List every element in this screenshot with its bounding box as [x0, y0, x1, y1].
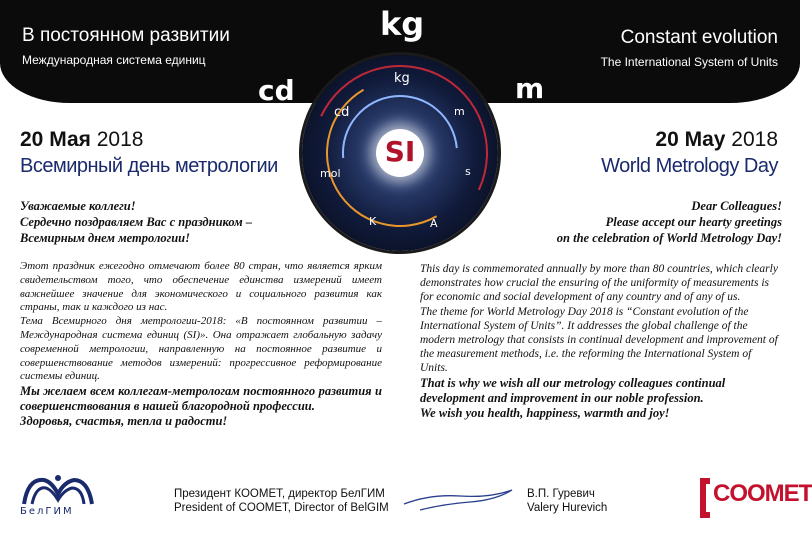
greeting-en-line: on the celebration of World Metrology Day! — [556, 231, 782, 245]
emblem-unit-s: s — [465, 165, 471, 178]
event-title-en: World Metrology Day — [601, 155, 778, 177]
si-label: SI — [384, 135, 416, 168]
body-ru-paragraph: Этот праздник ежегодно отмечают более 80 стран, что является ярким свидетельством того, что обеспечение единства измерений имеет важнейшее значение для экономического и социального развития как страны, так и каждого из нас. — [20, 260, 382, 314]
signature-icon — [400, 480, 520, 520]
date-ru-day: 20 Мая — [20, 128, 91, 151]
coomet-logo-text: COOMET — [713, 480, 812, 507]
body-text-en — [420, 262, 780, 421]
name-en: Valery Hurevich — [527, 502, 608, 514]
ru-title: В постоянном развитии — [22, 25, 230, 46]
body-ru-paragraph: Тема Всемирного дня метрологии-2018: «В постоянном развитии – Международная система единиц (SI)». Она отражает глобальную задачу современной метрологии, направленную на постоянное развитие и совершенствование методов измерений: прогрессивное реформирование системы единиц. — [20, 315, 382, 383]
body-text-ru — [20, 260, 382, 429]
position-ru: Президент КООМЕТ, директор БелГИМ — [174, 488, 385, 500]
date-ru — [20, 128, 143, 152]
position-en: President of COOMET, Director of BelGIM — [174, 502, 389, 514]
greeting-ru-line: Сердечно поздравляем Вас с праздником – — [20, 215, 253, 229]
ru-subtitle: Международная система единиц — [22, 53, 206, 67]
signatory-position — [174, 487, 389, 515]
body-ru-wish: Мы желаем всем коллегам-метрологам постоянного развития и совершенствования в нашей благородной профессии. — [20, 384, 382, 414]
unit-cd-large: cd — [258, 74, 295, 107]
greeting-en-line: Please accept our hearty greetings — [605, 215, 782, 229]
event-title-ru: Всемирный день метрологии — [20, 155, 278, 177]
emblem-unit-k: K — [369, 215, 377, 228]
body-ru-closing: Здоровья, счастья, тепла и радости! — [20, 414, 228, 429]
belgim-logo-text: БелГИМ — [20, 506, 74, 517]
emblem-unit-mol: mol — [320, 167, 341, 180]
emblem-unit-a: A — [430, 217, 438, 230]
unit-kg-large: kg — [380, 5, 425, 43]
en-subtitle: The International System of Units — [600, 55, 778, 69]
greeting-en — [430, 198, 782, 246]
emblem-unit-cd: cd — [334, 105, 350, 120]
date-en-year: 2018 — [731, 128, 778, 151]
body-en-wish: That is why we wish all our metrology colleagues continual development and improvement in our noble profession. — [420, 375, 726, 405]
greeting-ru-line: Всемирным днем метрологии! — [20, 231, 190, 245]
greeting-ru-line: Уважаемые коллеги! — [20, 199, 136, 213]
en-title: Constant evolution — [620, 27, 778, 48]
greeting-en-line: Dear Colleagues! — [691, 199, 782, 213]
body-en-paragraph: This day is commemorated annually by more than 80 countries, which clearly demonstrates how crucial the ensuring of the uniformity of measurements is for economic and social development of any country and of any of us. — [420, 263, 778, 304]
emblem-unit-m: m — [454, 105, 465, 118]
date-en-day: 20 May — [655, 128, 726, 151]
body-en-paragraph: The theme for World Metrology Day 2018 is “Constant evolution of the International System of Units”. It addresses the global challenge of the modern metrology that consists in continual development and improvement of the measurement methods, i.e. the reforming the International System of Units. — [420, 305, 778, 375]
greeting-ru — [20, 198, 380, 246]
unit-m-large: m — [515, 72, 545, 105]
emblem-unit-kg: kg — [394, 71, 410, 86]
body-en-closing: We wish you health, happiness, warmth and joy! — [420, 405, 670, 420]
name-ru: В.П. Гуревич — [527, 488, 595, 500]
signatory-name — [527, 487, 607, 515]
date-ru-year: 2018 — [96, 128, 144, 151]
date-en — [655, 128, 778, 152]
